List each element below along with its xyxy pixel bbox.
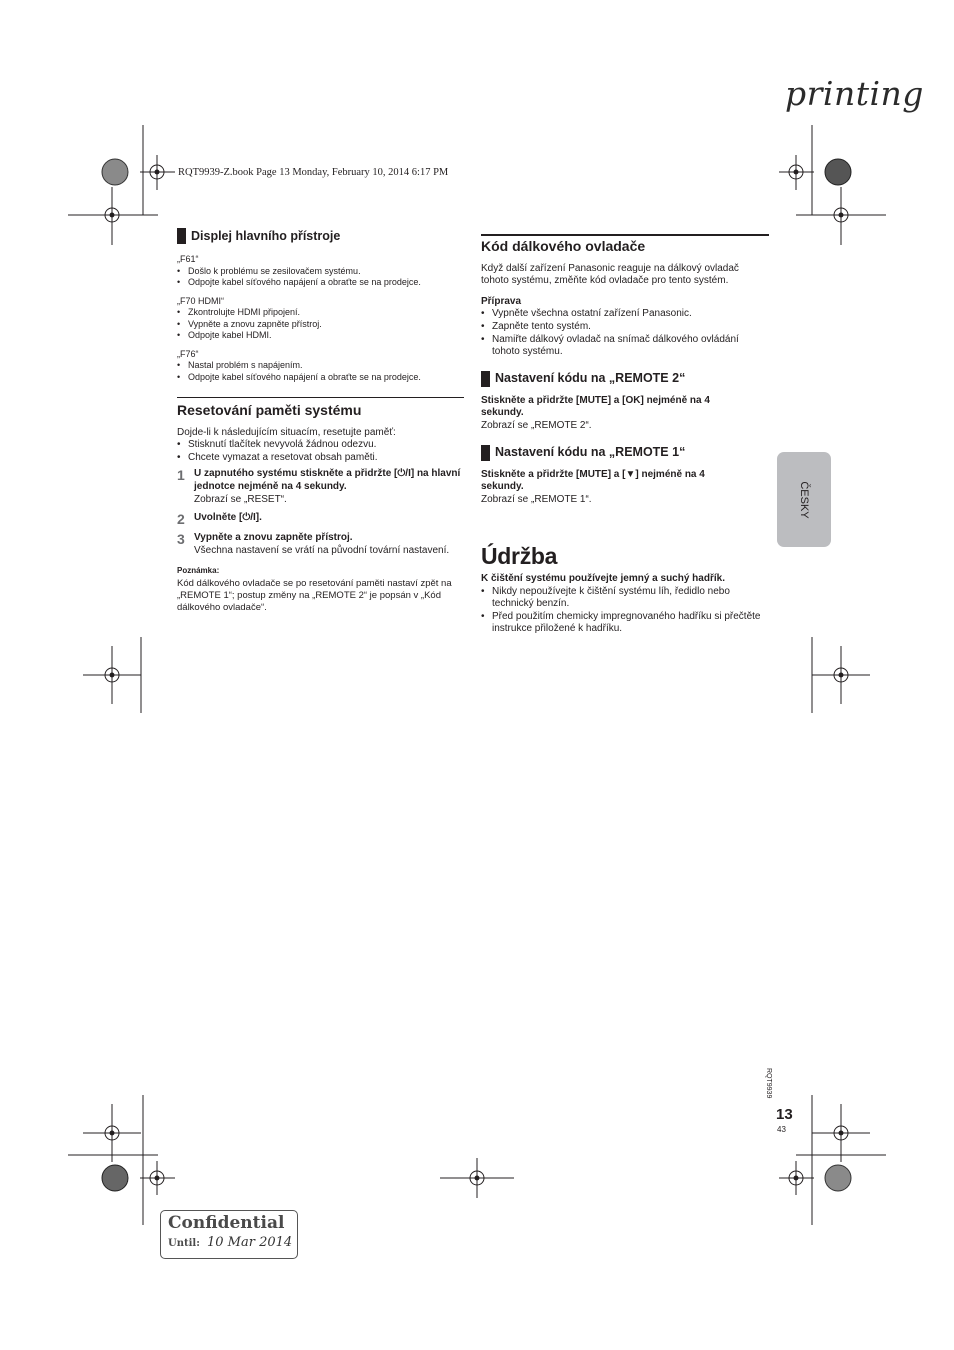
note-text: Kód dálkového ovladače se po resetování paměti nastaví zpět na „REMOTE 1“; postup změny na „REMOTE 2“ je popsán v „Kód dálkového ovladače“. [177, 577, 452, 613]
code-block-f61 [177, 254, 464, 289]
remote1-heading: Nastavení kódu na „REMOTE 1“ [481, 445, 769, 461]
display-heading: Displej hlavního přístroje [177, 228, 464, 244]
book-info-line: RQT9939-Z.book Page 13 Monday, February 10, 2014 6:17 PM [178, 167, 449, 178]
right-column [481, 234, 769, 636]
step-instruction: U zapnutého systému stiskněte a přidržte [⏻/I] na hlavní jednotce nejméně na 4 sekundy. [194, 468, 461, 492]
step-instruction: Uvolněte [⏻/I]. [194, 512, 262, 524]
list-item: • Nikdy nepoužívejte k čištění systému líh, ředidlo nebo technický benzín. [481, 586, 769, 611]
list-item: • Stisknutí tlačítek nevyvolá žádnou odezvu. [177, 439, 464, 452]
step-number: 3 [177, 531, 185, 548]
list-item: • Vypněte a znovu zapněte přístroj. [177, 319, 464, 331]
reset-step-1 [177, 468, 464, 506]
reset-heading: Resetování paměti systému [177, 397, 464, 417]
maintenance-heading: Údržba [481, 543, 558, 570]
list-item: • Odpojte kabel síťového napájení a obraťte se na prodejce. [177, 277, 464, 289]
doc-code: RQT9939 [765, 1068, 772, 1099]
step-number: 2 [177, 511, 185, 528]
list-item: • Odpojte kabel síťového napájení a obraťte se na prodejce. [177, 372, 464, 384]
code-block-f70 [177, 296, 464, 342]
stamp-date: 10 Mar 2014 [207, 1235, 293, 1250]
step-instruction: Vypněte a znovu zapněte přístroj. [194, 532, 353, 544]
note-label: Poznámka: [177, 566, 220, 576]
reset-intro: Dojde-li k následujícím situacím, resetujte paměť: [177, 426, 396, 438]
maintenance-instruction: K čištění systému používejte jemný a suchý hadřík. [481, 572, 725, 584]
code-label: „F70 HDMI“ [177, 295, 224, 306]
remote2-instruction: Stiskněte a přidržte [MUTE] a [OK] nejméně na 4 sekundy. [481, 394, 710, 419]
remote1-text: Zobrazí se „REMOTE 1“. [481, 493, 592, 505]
confidential-stamp [160, 1210, 298, 1259]
list-item: • Odpojte kabel HDMI. [177, 330, 464, 342]
left-column [177, 228, 464, 614]
remote1-instruction: Stiskněte a přidržte [MUTE] a [▼] nejméně na 4 sekundy. [481, 468, 705, 493]
step-number: 1 [177, 467, 185, 484]
list-item: • Chcete vymazat a resetovat obsah paměti. [177, 452, 464, 465]
printing-label: printing [785, 74, 924, 113]
remote2-text: Zobrazí se „REMOTE 2“. [481, 419, 592, 431]
stamp-until-label: Until: [168, 1238, 200, 1249]
list-item: • Namiřte dálkový ovladač na snímač dálkového ovládání tohoto systému. [481, 334, 769, 359]
code-label: „F76“ [177, 348, 199, 359]
prep-label: Příprava [481, 295, 522, 307]
stamp-title: Confidential [168, 1213, 285, 1233]
remote-intro: Když další zařízení Panasonic reaguje na dálkový ovladač tohoto systému, změňte kód ovladače pro tento systém. [481, 262, 739, 287]
list-item: • Zapněte tento systém. [481, 321, 769, 334]
remote-heading: Kód dálkového ovladače [481, 234, 769, 253]
reset-step-3 [177, 532, 464, 557]
list-item: • Nastal problém s napájením. [177, 360, 464, 372]
step-text: Zobrazí se „RESET“. [194, 493, 287, 505]
list-item: • Došlo k problému se zesilovačem systému. [177, 266, 464, 278]
language-tab: ČESKY [777, 452, 831, 547]
list-item: • Před použitím chemicky impregnovaného hadříku si přečtěte instrukce přiložené k hadříku. [481, 611, 769, 636]
page-number: 13 [776, 1106, 793, 1123]
reset-step-2 [177, 512, 464, 526]
list-item: • Zkontrolujte HDMI připojení. [177, 307, 464, 319]
remote2-heading: Nastavení kódu na „REMOTE 2“ [481, 371, 769, 387]
list-item: • Vypněte všechna ostatní zařízení Panasonic. [481, 308, 769, 321]
code-block-f76 [177, 349, 464, 384]
code-label: „F61“ [177, 254, 199, 264]
step-text: Všechna nastavení se vrátí na původní tovární nastavení. [194, 544, 450, 556]
page-sub-number: 43 [777, 1125, 786, 1134]
